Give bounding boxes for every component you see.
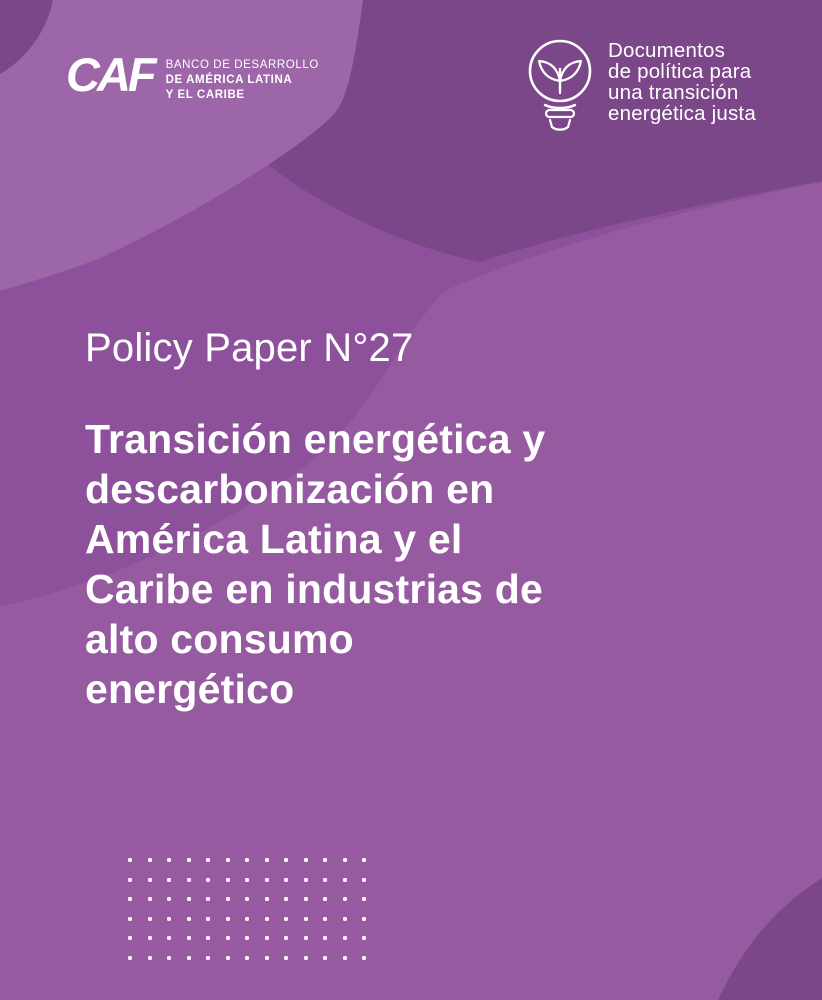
dot [284,897,288,901]
dot [343,878,347,882]
dot [362,917,366,921]
dot-grid-pattern [128,858,366,960]
dot [245,897,249,901]
dot [265,917,269,921]
series-line4: energética justa [608,102,756,125]
dot [284,956,288,960]
dot [265,936,269,940]
caf-wordmark: CAF [66,48,154,101]
dot [206,897,210,901]
dot [284,858,288,862]
dot [128,956,132,960]
dot [226,858,230,862]
dot [362,897,366,901]
dot [187,878,191,882]
dot [323,858,327,862]
dot [284,917,288,921]
dot [206,956,210,960]
dot [167,956,171,960]
dot [245,917,249,921]
dot [343,897,347,901]
dot [226,897,230,901]
caf-logo-text [166,58,319,103]
dot [265,897,269,901]
dot [323,956,327,960]
dot [304,858,308,862]
dot [187,897,191,901]
lightbulb-sprout-icon [521,37,599,133]
series-line1: Documentos [608,39,726,62]
dot [187,917,191,921]
dot [128,917,132,921]
dot [167,878,171,882]
title-line: descarbonización en [85,466,495,512]
title-line: energético [85,666,295,712]
dot [128,936,132,940]
dot [362,878,366,882]
title-line: Caribe en industrias de [85,566,544,612]
dot [245,956,249,960]
caf-logo-line2: DE AMÉRICA LATINA [165,74,293,86]
dot [187,956,191,960]
dot [226,956,230,960]
dot [265,878,269,882]
dot [148,936,152,940]
dot [343,917,347,921]
dot [343,858,347,862]
dot [304,917,308,921]
dot [323,917,327,921]
dot [148,878,152,882]
dot [362,858,366,862]
title-line: alto consumo [85,616,354,662]
dot [167,917,171,921]
dot [265,858,269,862]
dot [167,936,171,940]
dot [284,936,288,940]
dot [245,878,249,882]
dot [323,878,327,882]
title-line: Transición energética y [85,416,546,462]
title-line: América Latina y el [85,516,463,562]
dot [226,936,230,940]
dot [304,936,308,940]
series-line3: una transición [608,81,739,104]
dot [187,858,191,862]
dot [128,878,132,882]
dot [187,936,191,940]
dot [206,878,210,882]
dot [265,956,269,960]
dot [304,897,308,901]
dot [206,936,210,940]
caf-logo-line1: BANCO DE DESARROLLO [165,59,319,71]
dot [128,897,132,901]
dot [148,897,152,901]
dot [226,878,230,882]
dot [323,936,327,940]
series-line2: de política para [608,60,752,83]
paper-number: Policy Paper N°27 [85,326,414,370]
series-title [608,40,756,124]
dot [362,956,366,960]
dot [167,897,171,901]
dot [245,936,249,940]
dot [343,936,347,940]
dot [167,858,171,862]
paper-title [85,414,545,714]
dot [206,858,210,862]
caf-logo [66,48,319,103]
dot [343,956,347,960]
dot [148,956,152,960]
dot [128,858,132,862]
caf-logo-line3: Y EL CARIBE [165,89,245,101]
dot [148,858,152,862]
dot [226,917,230,921]
dot [245,858,249,862]
dot [284,878,288,882]
dot [362,936,366,940]
dot [206,917,210,921]
dot [304,956,308,960]
dot [148,917,152,921]
dot [323,897,327,901]
dot [304,878,308,882]
